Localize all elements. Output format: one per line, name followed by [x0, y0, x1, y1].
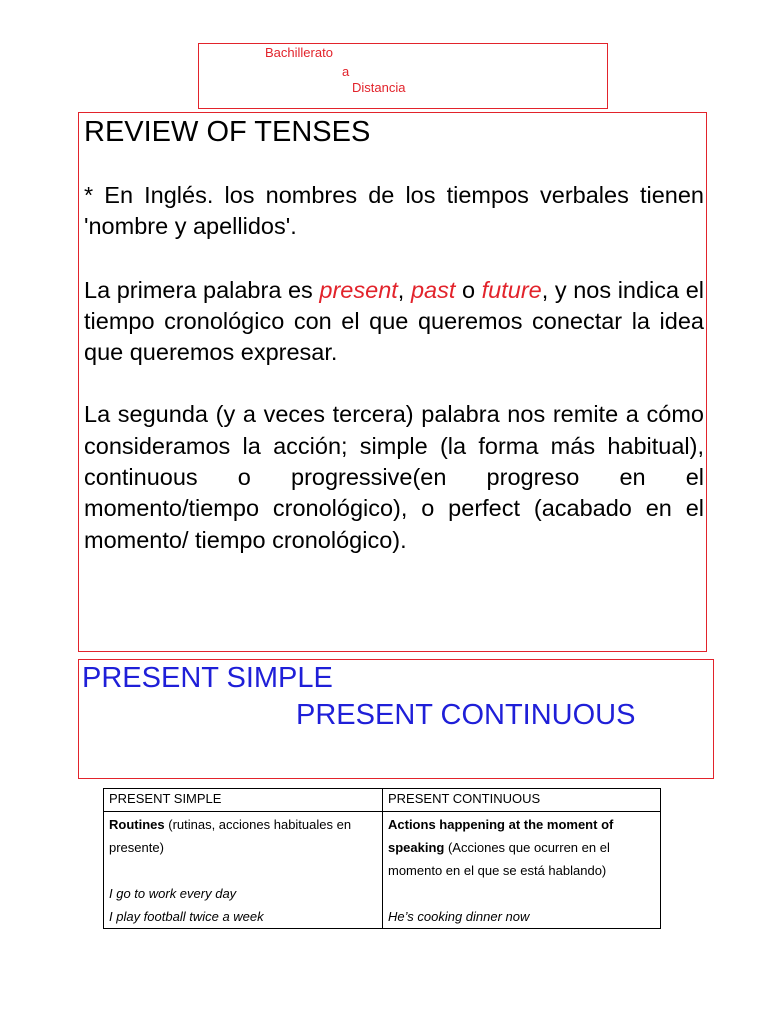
review-title: REVIEW OF TENSES [84, 116, 371, 148]
col1-bold: Routines [109, 817, 165, 832]
col2-spacer [388, 882, 655, 905]
paragraph-first-word [84, 275, 704, 369]
col2-header: PRESENT CONTINUOUS [383, 789, 661, 812]
paragraph-names: * En Inglés. los nombres de los tiempos verbales tienen 'nombre y apellidos'. [84, 182, 704, 240]
present-continuous-heading: PRESENT CONTINUOUS [296, 699, 636, 731]
header-line-2: a [342, 64, 350, 79]
word-future: future [481, 276, 542, 303]
table-row [104, 812, 661, 929]
header-line-3: Distancia [352, 80, 406, 95]
col2-desc: (Acciones que ocurren en el momento en el que se está hablando) [388, 840, 610, 878]
header-box [198, 43, 608, 109]
col2-cell [383, 812, 661, 929]
tenses-box [78, 659, 714, 779]
p2-comma: , [397, 276, 411, 303]
col2-example-1: He’s cooking dinner now [388, 909, 530, 924]
col1-example-2: I play football twice a week [109, 909, 264, 924]
col1-example-1: I go to work every day [109, 886, 237, 901]
paragraph-second-word: La segunda (y a veces tercera) palabra nos remite a cómo consideramos la acción; simple (la forma más habitual), continuous o progressive(en progreso en el momento/tiempo cronológico), o perfect (acabado en el momento/ tiempo cronológico). [84, 401, 704, 553]
col1-desc: (rutinas, acciones habituales en presente) [109, 817, 352, 855]
col1-cell [104, 812, 383, 929]
p2-after: , y nos indica el tiempo cronológico con el que queremos conectar la idea que queremos expresar. [84, 276, 704, 366]
p2-before: La primera palabra es [84, 276, 320, 303]
col1-spacer [109, 859, 377, 882]
comparison-table [103, 788, 661, 929]
table-header-row [104, 789, 661, 812]
review-box [78, 112, 707, 652]
present-simple-heading: PRESENT SIMPLE [82, 662, 333, 694]
header-line-1: Bachillerato [265, 45, 333, 60]
col1-header: PRESENT SIMPLE [104, 789, 383, 812]
word-past: past [410, 276, 456, 303]
word-present: present [319, 276, 398, 303]
p2-o: o [455, 276, 482, 303]
col2-bold: Actions happening at the moment of speaking [388, 817, 614, 855]
